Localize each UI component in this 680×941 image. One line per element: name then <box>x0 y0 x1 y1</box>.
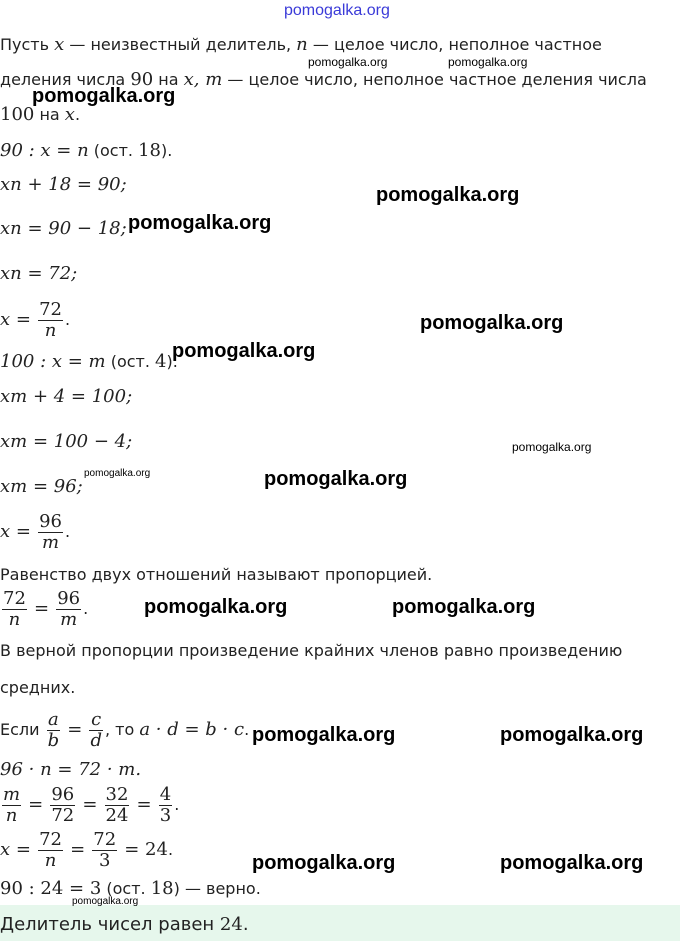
watermark: pomogalka.org <box>392 596 536 618</box>
equation-14: x = $\frac{72}{n}$ = $\frac{72}{3}$ = 24. <box>0 829 174 871</box>
watermark: pomogalka.org <box>448 55 528 69</box>
watermark: pomogalka.org <box>264 468 408 490</box>
answer-text: Делитель чисел равен 24. <box>0 914 249 935</box>
fraction: $\frac{4}{3}$ <box>159 784 172 826</box>
fraction: $\frac{72}{n}$ <box>3 588 26 630</box>
watermark: pomogalka.org <box>252 724 396 746</box>
watermark: pomogalka.org <box>32 85 176 107</box>
intro-line-3: 100 на x. <box>0 104 81 125</box>
equation-6: 100 : x = m (ост. 4). <box>0 351 178 372</box>
watermark: pomogalka.org <box>512 440 592 454</box>
watermark: pomogalka.org <box>376 184 520 206</box>
fraction: $\frac{72}{n}$ <box>39 299 62 341</box>
equation-9: xm = 96; <box>0 476 83 497</box>
verification: 90 : 24 = 3 (ост. 18) — верно. <box>0 878 261 899</box>
fraction: $\frac{72}{n}$ <box>39 829 62 871</box>
fraction: $\frac{a}{b}$ <box>47 709 60 751</box>
watermark: pomogalka.org <box>308 55 388 69</box>
equation-5: x = $\frac{72}{n}$ . <box>0 299 71 341</box>
watermark: pomogalka.org <box>500 852 644 874</box>
equation-2: xn + 18 = 90; <box>0 174 127 195</box>
equation-4: xn = 72; <box>0 263 78 284</box>
fraction: $\frac{72}{3}$ <box>93 829 117 871</box>
equation-11: $\frac{72}{n}$ = $\frac{96}{m}$ . <box>3 588 89 630</box>
fraction: $\frac{m}{n}$ <box>3 784 21 826</box>
watermark: pomogalka.org <box>420 312 564 334</box>
site-header-link[interactable]: pomogalka.org <box>284 2 390 19</box>
fraction: $\frac{96}{m}$ <box>39 511 62 553</box>
watermark: pomogalka.org <box>500 724 644 746</box>
watermark: pomogalka.org <box>72 896 139 907</box>
watermark: pomogalka.org <box>144 596 288 618</box>
watermark: pomogalka.org <box>84 468 151 479</box>
equation-7: xm + 4 = 100; <box>0 386 133 407</box>
proportion-definition: Равенство двух отношений называют пропорцией. <box>0 565 433 584</box>
fraction: $\frac{96}{72}$ <box>51 784 75 826</box>
intro-line-2: деления числа 90 на x, m — целое число, неполное частное деления числа <box>0 69 647 90</box>
equation-10: x = $\frac{96}{m}$ . <box>0 511 71 553</box>
fraction: $\frac{c}{d}$ <box>90 709 102 751</box>
answer-box <box>0 905 680 941</box>
equation-12: 96 · n = 72 · m. <box>0 759 142 780</box>
fraction: $\frac{32}{24}$ <box>105 784 129 826</box>
equation-3: xn = 90 − 18; <box>0 218 127 239</box>
equation-1: 90 : x = n (ост. 18). <box>0 140 173 161</box>
equation-8: xm = 100 − 4; <box>0 431 133 452</box>
if-statement: Если $\frac{a}{b}$ = $\frac{c}{d}$ , то a · d = b · c. <box>0 709 250 751</box>
fraction: $\frac{96}{m}$ <box>57 588 81 630</box>
watermark: pomogalka.org <box>128 212 272 234</box>
watermark: pomogalka.org <box>252 852 396 874</box>
watermark: pomogalka.org <box>172 340 316 362</box>
intro-line-1: Пусть x — неизвестный делитель, n — целое число, неполное частное <box>0 34 602 55</box>
proportion-rule-line-1: В верной пропорции произведение крайних членов равно произведению <box>0 641 623 660</box>
proportion-rule-line-2: средних. <box>0 678 76 697</box>
equation-13: $\frac{m}{n}$ = $\frac{96}{72}$ = $\frac{32}{24}$ = $\frac{4}{3}$ . <box>3 784 180 826</box>
